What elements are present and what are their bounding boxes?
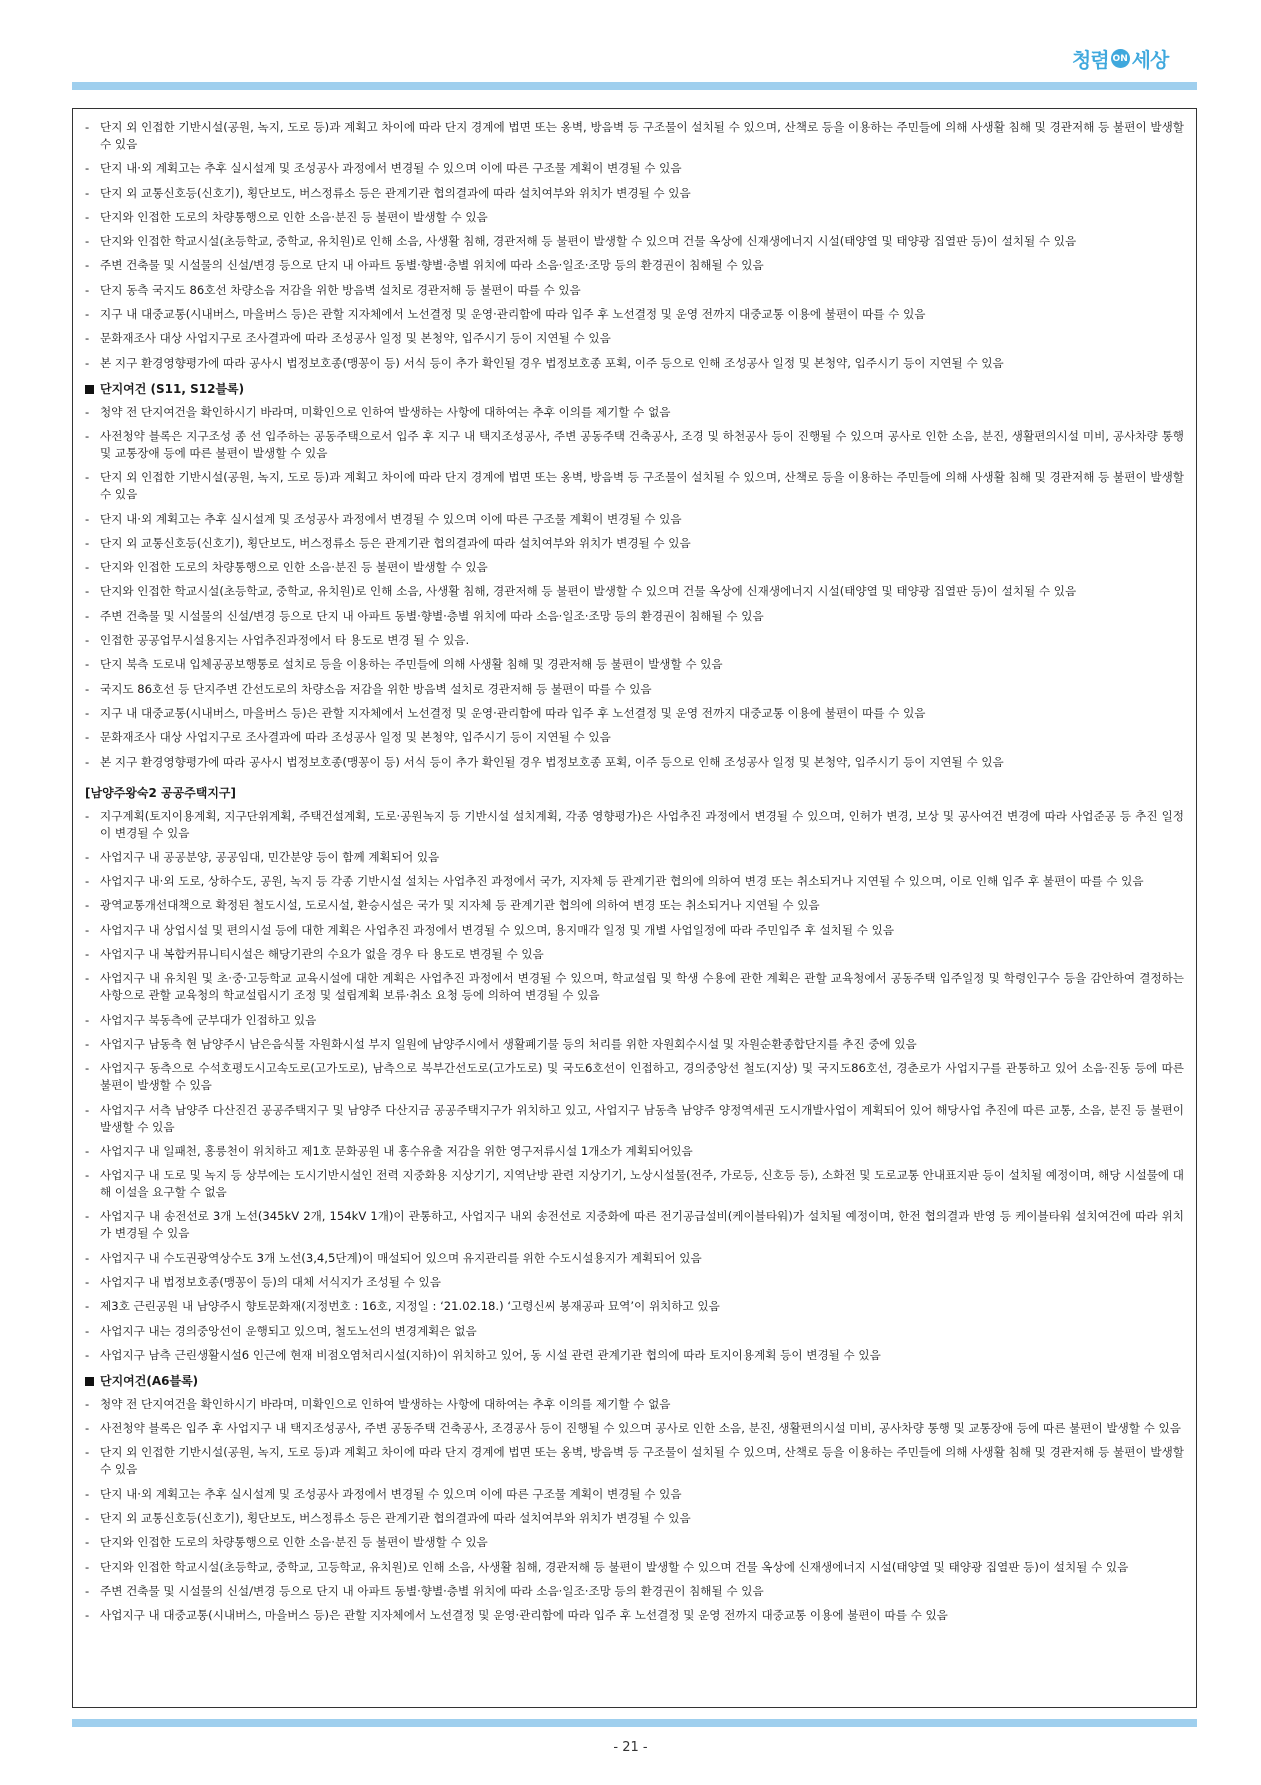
- dash-bullet: -: [85, 898, 90, 913]
- dash-bullet: -: [85, 234, 90, 249]
- dash-bullet: -: [85, 608, 90, 623]
- dash-bullet: -: [85, 355, 90, 370]
- dash-bullet: -: [85, 1323, 90, 1338]
- section-heading: [85, 381, 1184, 398]
- dash-bullet: -: [85, 1421, 90, 1436]
- dash-bullet: -: [85, 657, 90, 672]
- dash-bullet: -: [85, 874, 90, 889]
- list-item-text: 국지도 86호선 등 단지주변 간선도로의 차량소음 저감을 위한 방음벽 설치로 경관저해 등 불편이 따를 수 있음: [100, 681, 652, 696]
- dash-bullet: -: [85, 307, 90, 322]
- page-number: - 21 -: [613, 1740, 648, 1755]
- list-item: [85, 511, 1184, 528]
- list-item: [85, 632, 1184, 649]
- list-item: [85, 1583, 1184, 1600]
- section-heading-text: 단지여건(A6블록): [100, 1373, 199, 1388]
- list-item: [85, 897, 1184, 914]
- list-item-text: 사업지구 내 송전선로 3개 노선(345kV 2개, 154kV 1개)이 관통하고, 사업지구 내외 송전선로 지중화에 따른 전기공급설비(케이블타워)가 설치될 예정이며, 한전 협의결과 반영 등 케이블타워 설치여건에 따라 위치가 변경될 수 있음: [100, 1209, 1184, 1241]
- dash-bullet: -: [85, 1511, 90, 1526]
- dash-bullet: -: [85, 633, 90, 648]
- list-item: [85, 1012, 1184, 1029]
- list-item-text: 사전청약 블록은 지구조성 종 선 입주하는 공동주택으로서 입주 후 지구 내 택지조성공사, 주변 공동주택 건축공사, 조경 및 하천공사 등이 진행될 수 있으며 공사로 인한 소음, 분진, 생활편의시설 미비, 공사차량 통행 및 교통장애 등에 따른 불편이 발생할 수 있음: [100, 428, 1184, 460]
- dash-bullet: -: [85, 209, 90, 224]
- list-item-text: 본 지구 환경영향평가에 따라 공사시 법정보호종(맹꽁이 등) 서식 등이 추가 확인될 경우 법정보호종 포획, 이주 등으로 인해 조성공사 일정 및 본청약, 입주시기 등이 지연될 수 있음: [100, 355, 1004, 370]
- list-item: [85, 1534, 1184, 1551]
- list-item: [85, 970, 1184, 1004]
- dash-bullet: -: [85, 1168, 90, 1183]
- list-item: [85, 306, 1184, 323]
- list-item-text: 지구 내 대중교통(시내버스, 마을버스 등)은 관할 지자체에서 노선결정 및 운영·관리함에 따라 입주 후 노선결정 및 운영 전까지 대중교통 이용에 불편이 따를 수 있음: [100, 307, 926, 322]
- list-item-text: 사업지구 내·외 도로, 상하수도, 공원, 녹지 등 각종 기반시설 설치는 사업추진 과정에서 국가, 지자체 등 관계기관 협의에 의하여 변경 또는 취소되거나 지연될 수 있으며, 이로 인해 입주 후 불편이 따를 수 있음: [100, 874, 1144, 889]
- list-item-text: 사업지구 서측 남양주 다산진건 공공주택지구 및 남양주 다산지금 공공주택지구가 위치하고 있고, 사업지구 남동측 남양주 양정역세권 도시개발사업이 계획되어 있어 해당사업 추진에 따른 교통, 소음, 분진 등 불편이 발생할 수 있음: [100, 1102, 1184, 1134]
- dash-bullet: -: [85, 1143, 90, 1158]
- section-heading: [85, 1373, 1184, 1390]
- list-item: [85, 257, 1184, 274]
- square-bullet-icon: [85, 1377, 94, 1386]
- list-item: [85, 1208, 1184, 1242]
- list-item: [85, 1036, 1184, 1053]
- dash-bullet: -: [85, 404, 90, 419]
- dash-bullet: -: [85, 705, 90, 720]
- section-heading-text: 단지여건 (S11, S12블록): [100, 381, 245, 396]
- dash-bullet: -: [85, 535, 90, 550]
- dash-bullet: -: [85, 258, 90, 273]
- list-item-text: 단지 외 인접한 기반시설(공원, 녹지, 도로 등)과 계획고 차이에 따라 단지 경계에 법면 또는 옹벽, 방음벽 등 구조물이 설치될 수 있으며, 산책로 등을 이용하는 주민들에 의해 사생활 침해 및 경관저해 등 불편이 발생할 수 있음: [100, 1445, 1184, 1477]
- list-item: [85, 1060, 1184, 1094]
- list-item: [85, 535, 1184, 552]
- list-item-text: 사업지구 북동측에 군부대가 인접하고 있음: [100, 1012, 317, 1027]
- list-item-text: 본 지구 환경영향평가에 따라 공사시 법정보호종(맹꽁이 등) 서식 등이 추가 확인될 경우 법정보호종 포획, 이주 등으로 인해 조성공사 일정 및 본청약, 입주시기 등이 지연될 수 있음: [100, 754, 1004, 769]
- list-item-text: 청약 전 단지여건을 확인하시기 바라며, 미확인으로 인하여 발생하는 사항에 대하여는 추후 이의를 제기할 수 없음: [100, 404, 671, 419]
- dash-bullet: -: [85, 1347, 90, 1362]
- list-item-text: 사업지구 내 일패천, 홍릉천이 위치하고 제1호 문화공원 내 홍수유출 저감을 위한 영구저류시설 1개소가 계획되어있음: [100, 1143, 693, 1158]
- logo-text-right: 세상: [1131, 48, 1169, 72]
- dash-bullet: -: [85, 1486, 90, 1501]
- list-item-text: 주변 건축물 및 시설물의 신설/변경 등으로 단지 내 아파트 동별·향별·층별 위치에 따라 소음·일조·조망 등의 환경권이 침해될 수 있음: [100, 258, 764, 273]
- list-item: [85, 583, 1184, 600]
- list-item: [85, 160, 1184, 177]
- list-item: [85, 1143, 1184, 1160]
- dash-bullet: -: [85, 1250, 90, 1265]
- list-item-text: 주변 건축물 및 시설물의 신설/변경 등으로 단지 내 아파트 동별·향별·층별 위치에 따라 소음·일조·조망 등의 환경권이 침해될 수 있음: [100, 1583, 764, 1598]
- list-item-text: 사업지구 내 대중교통(시내버스, 마을버스 등)은 관할 지자체에서 노선결정 및 운영·관리함에 따라 입주 후 노선결정 및 운영 전까지 대중교통 이용에 불편이 따를 수 있음: [100, 1608, 948, 1623]
- list-item: [85, 1396, 1184, 1413]
- list-item: [85, 330, 1184, 347]
- dash-bullet: -: [85, 947, 90, 962]
- dash-bullet: -: [85, 1209, 90, 1224]
- dash-bullet: -: [85, 1396, 90, 1411]
- list-item: [85, 559, 1184, 576]
- list-item: [85, 282, 1184, 299]
- list-item-text: 단지 내·외 계획고는 추후 실시설계 및 조성공사 과정에서 변경될 수 있으며 이에 따른 구조물 계획이 변경될 수 있음: [100, 161, 682, 176]
- dash-bullet: -: [85, 560, 90, 575]
- dash-bullet: -: [85, 428, 90, 443]
- list-item-text: 단지 외 교통신호등(신호기), 횡단보도, 버스정류소 등은 관계기관 협의결과에 따라 설치여부와 위치가 변경될 수 있음: [100, 185, 691, 200]
- list-item-text: 단지와 인접한 학교시설(초등학교, 중학교, 유치원)로 인해 소음, 사생활 침해, 경관저해 등 불편이 발생할 수 있으며 건물 옥상에 신재생에너지 시설(태양열 및 태양광 집열판 등)이 설치될 수 있음: [100, 234, 1077, 249]
- dash-bullet: -: [85, 849, 90, 864]
- list-item-text: 사업지구 내 수도권광역상수도 3개 노선(3,4,5단계)이 매설되어 있으며 유지관리를 위한 수도시설용지가 계획되어 있음: [100, 1250, 702, 1265]
- list-item-text: 사업지구 남측 근린생활시설6 인근에 현재 비점오염처리시설(지하)이 위치하고 있어, 동 시설 관련 관계기관 협의에 따라 토지이용계획 등이 변경될 수 있음: [100, 1347, 881, 1362]
- dash-bullet: -: [85, 185, 90, 200]
- dash-bullet: -: [85, 1274, 90, 1289]
- list-item-text: 단지 외 인접한 기반시설(공원, 녹지, 도로 등)과 계획고 차이에 따라 단지 경계에 법면 또는 옹벽, 방음벽 등 구조물이 설치될 수 있으며, 산책로 등을 이용하는 주민들에 의해 사생활 침해 및 경관저해 등 불편이 발생할 수 있음: [100, 470, 1184, 502]
- list-item-text: 사업지구 내 공공분양, 공공임대, 민간분양 등이 함께 계획되어 있음: [100, 849, 440, 864]
- dash-bullet: -: [85, 1535, 90, 1550]
- list-item: [85, 608, 1184, 625]
- list-item-text: 단지 외 교통신호등(신호기), 횡단보도, 버스정류소 등은 관계기관 협의결과에 따라 설치여부와 위치가 변경될 수 있음: [100, 535, 691, 550]
- list-item-text: 사업지구 내 복합커뮤니티시설은 해당기관의 수요가 없을 경우 타 용도로 변경될 수 있음: [100, 947, 544, 962]
- list-item-text: 단지 북측 도로내 입체공공보행통로 설치로 등을 이용하는 주민들에 의해 사생활 침해 및 경관저해 등 불편이 발생할 수 있음: [100, 657, 723, 672]
- list-item-text: 사전청약 블록은 입주 후 사업지구 내 택지조성공사, 주변 공동주택 건축공사, 조경공사 등이 진행될 수 있으며 공사로 인한 소음, 분진, 생활편의시설 미비, 공사차량 통행 및 교통장애 등에 따른 불편이 발생할 수 있음: [100, 1421, 1181, 1436]
- dash-bullet: -: [85, 1608, 90, 1623]
- footer-divider: [72, 1719, 1197, 1727]
- logo-badge: ON: [1111, 49, 1130, 68]
- list-item: [85, 873, 1184, 890]
- list-item-text: 단지 내·외 계획고는 추후 실시설계 및 조성공사 과정에서 변경될 수 있으며 이에 따른 구조물 계획이 변경될 수 있음: [100, 511, 682, 526]
- list-item: [85, 185, 1184, 202]
- list-item-text: 단지 외 인접한 기반시설(공원, 녹지, 도로 등)과 계획고 차이에 따라 단지 경계에 법면 또는 옹벽, 방음벽 등 구조물이 설치될 수 있으며, 산책로 등을 이용하는 주민들에 의해 사생활 침해 및 경관저해 등 불편이 발생할 수 있음: [100, 120, 1184, 151]
- list-item: [85, 705, 1184, 722]
- list-item: [85, 1559, 1184, 1576]
- list-item: [85, 808, 1184, 842]
- list-item-text: 광역교통개선대책으로 확정된 철도시설, 도로시설, 환승시설은 국가 및 지자체 등 관계기관 협의에 의하여 변경 또는 취소되거나 지연될 수 있음: [100, 898, 820, 913]
- list-item: [85, 469, 1184, 503]
- list-item-text: 단지와 인접한 학교시설(초등학교, 중학교, 유치원)로 인해 소음, 사생활 침해, 경관저해 등 불편이 발생할 수 있으며 건물 옥상에 신재생에너지 시설(태양열 및 태양광 집열판 등)이 설치될 수 있음: [100, 584, 1077, 599]
- dash-bullet: -: [85, 681, 90, 696]
- dash-bullet: -: [85, 754, 90, 769]
- list-item: [85, 1250, 1184, 1267]
- dash-bullet: -: [85, 922, 90, 937]
- dash-bullet: -: [85, 971, 90, 986]
- list-item: [85, 681, 1184, 698]
- dash-bullet: -: [85, 808, 90, 823]
- list-item-text: 단지와 인접한 도로의 차량통행으로 인한 소음·분진 등 불편이 발생할 수 있음: [100, 560, 488, 575]
- dash-bullet: -: [85, 511, 90, 526]
- list-item: [85, 404, 1184, 421]
- list-item: [85, 355, 1184, 372]
- list-item-text: 사업지구 내 법정보호종(맹꽁이 등)의 대체 서식지가 조성될 수 있음: [100, 1274, 441, 1289]
- list-item-text: 사업지구 내는 경의중앙선이 운행되고 있으며, 철도노선의 변경계획은 없음: [100, 1323, 477, 1338]
- dash-bullet: -: [85, 1061, 90, 1076]
- list-item-text: 사업지구 내 도로 및 녹지 등 상부에는 도시기반시설인 전력 지중화용 지상기기, 지역난방 관련 지상기기, 노상시설물(전주, 가로등, 신호등 등), 소화전 및 도로교통 안내표지판 등이 설치될 예정이며, 해당 시설물에 대해 이설을 요구할 수 없음: [100, 1168, 1184, 1200]
- list-item-text: 주변 건축물 및 시설물의 신설/변경 등으로 단지 내 아파트 동별·향별·층별 위치에 따라 소음·일조·조망 등의 환경권이 침해될 수 있음: [100, 608, 764, 623]
- list-item-text: 단지 외 교통신호등(신호기), 횡단보도, 버스정류소 등은 관계기관 협의결과에 따라 설치여부와 위치가 변경될 수 있음: [100, 1511, 691, 1526]
- list-item: [85, 754, 1184, 771]
- list-item-text: 청약 전 단지여건을 확인하시기 바라며, 미확인으로 인하여 발생하는 사항에 대하여는 추후 이의를 제기할 수 없음: [100, 1396, 671, 1411]
- list-item-text: 문화재조사 대상 사업지구로 조사결과에 따라 조성공사 일정 및 본청약, 입주시기 등이 지연될 수 있음: [100, 730, 611, 745]
- list-item: [85, 1444, 1184, 1478]
- list-item: [85, 1510, 1184, 1527]
- list-item: [85, 428, 1184, 462]
- dash-bullet: -: [85, 1559, 90, 1574]
- list-item-text: 사업지구 남동측 현 남양주시 남은음식물 자원화시설 부지 일원에 남양주시에서 생활폐기물 등의 처리를 위한 자원회수시설 및 자원순환종합단지를 추진 중에 있음: [100, 1036, 917, 1051]
- dash-bullet: -: [85, 584, 90, 599]
- list-item-text: 사업지구 동측으로 수석호평도시고속도로(고가도로), 남측으로 북부간선도로(고가도로) 및 국도6호선이 인접하고, 경의중앙선 철도(지상) 및 국지도86호선, 경춘로가 사업지구를 관통하고 있어 소음·진동 등에 따른 불편이 발생할 수 있음: [100, 1061, 1184, 1093]
- list-item: [85, 233, 1184, 250]
- list-item: [85, 1420, 1184, 1437]
- list-item-text: 사업지구 내 상업시설 및 편의시설 등에 대한 계획은 사업추진 과정에서 변경될 수 있으며, 용지매각 일정 및 개별 사업일정에 따라 주민입주 후 설치될 수 있음: [100, 922, 895, 937]
- list-item-text: 단지 동측 국지도 86호선 차량소음 저감을 위한 방음벽 설치로 경관저해 등 불편이 따를 수 있음: [100, 282, 581, 297]
- dash-bullet: -: [85, 331, 90, 346]
- list-item: [85, 1298, 1184, 1315]
- list-item-text: 단지 내·외 계획고는 추후 실시설계 및 조성공사 과정에서 변경될 수 있으며 이에 따른 구조물 계획이 변경될 수 있음: [100, 1486, 682, 1501]
- dash-bullet: -: [85, 1012, 90, 1027]
- list-item-text: 사업지구 내 유치원 및 초·중·고등학교 교육시설에 대한 계획은 사업추진 과정에서 변경될 수 있으며, 학교설립 및 학생 수용에 관한 계획은 관할 교육청에서 공동주택 입주일정 및 학령인구수 등을 감안하여 결정하는 사항으로 관할 교육청의 학교설립시기 조정 및 설립계획 보류·취소 요청 등에 의하여 변경될 수 있음: [100, 971, 1184, 1003]
- district-heading: [남양주왕숙2 공공주택지구]: [85, 785, 237, 800]
- logo-text-left: 청렴: [1072, 48, 1109, 72]
- list-item: [85, 119, 1184, 153]
- list-item-text: 인접한 공공업무시설용지는 사업추진과정에서 타 용도로 변경 될 수 있음.: [100, 633, 470, 648]
- dash-bullet: -: [85, 730, 90, 745]
- list-item: [85, 1486, 1184, 1503]
- list-item-text: 지구계획(토지이용계획, 지구단위계획, 주택건설계획, 도로·공원녹지 등 기반시설 설치계획, 각종 영향평가)은 사업추진 과정에서 변경될 수 있으며, 인허가 변경, 보상 및 공사여건 변경에 따라 사업준공 등 추진 일정이 변경될 수 있음: [100, 808, 1184, 840]
- dash-bullet: -: [85, 1299, 90, 1314]
- list-item: [85, 1323, 1184, 1340]
- list-item-text: 단지와 인접한 도로의 차량통행으로 인한 소음·분진 등 불편이 발생할 수 있음: [100, 1535, 488, 1550]
- dash-bullet: -: [85, 1102, 90, 1117]
- list-item-text: 제3호 근린공원 내 남양주시 향토문화재(지정번호 : 16호, 지정일 : ‘21.02.18.) ‘고령신씨 봉재공파 묘역’이 위치하고 있음: [100, 1299, 720, 1314]
- dash-bullet: -: [85, 120, 90, 134]
- list-item: [85, 656, 1184, 673]
- dash-bullet: -: [85, 1036, 90, 1051]
- list-item: [85, 946, 1184, 963]
- list-item-text: 단지와 인접한 도로의 차량통행으로 인한 소음·분진 등 불편이 발생할 수 있음: [100, 209, 488, 224]
- list-item: [85, 922, 1184, 939]
- dash-bullet: -: [85, 161, 90, 176]
- list-item-text: 문화재조사 대상 사업지구로 조사결과에 따라 조성공사 일정 및 본청약, 입주시기 등이 지연될 수 있음: [100, 331, 611, 346]
- list-item: [85, 1102, 1184, 1136]
- list-item-text: 지구 내 대중교통(시내버스, 마을버스 등)은 관할 지자체에서 노선결정 및 운영·관리함에 따라 입주 후 노선결정 및 운영 전까지 대중교통 이용에 불편이 따를 수 있음: [100, 705, 926, 720]
- dash-bullet: -: [85, 282, 90, 297]
- list-item: [85, 209, 1184, 226]
- header-divider: [72, 82, 1197, 90]
- list-item: [85, 1347, 1184, 1364]
- logo: [1072, 44, 1182, 80]
- square-bullet-icon: [85, 385, 94, 394]
- dash-bullet: -: [85, 1445, 90, 1460]
- list-item: [85, 1167, 1184, 1201]
- list-item: [85, 1274, 1184, 1291]
- list-item: [85, 1607, 1184, 1624]
- list-item-text: 단지와 인접한 학교시설(초등학교, 중학교, 고등학교, 유치원)로 인해 소음, 사생활 침해, 경관저해 등 불편이 발생할 수 있으며 건물 옥상에 신재생에너지 시설(태양열 및 태양광 집열판 등)이 설치될 수 있음: [100, 1559, 1129, 1574]
- list-item: [85, 849, 1184, 866]
- dash-bullet: -: [85, 1583, 90, 1598]
- content-box: [72, 108, 1197, 1708]
- list-item: [85, 729, 1184, 746]
- dash-bullet: -: [85, 470, 90, 485]
